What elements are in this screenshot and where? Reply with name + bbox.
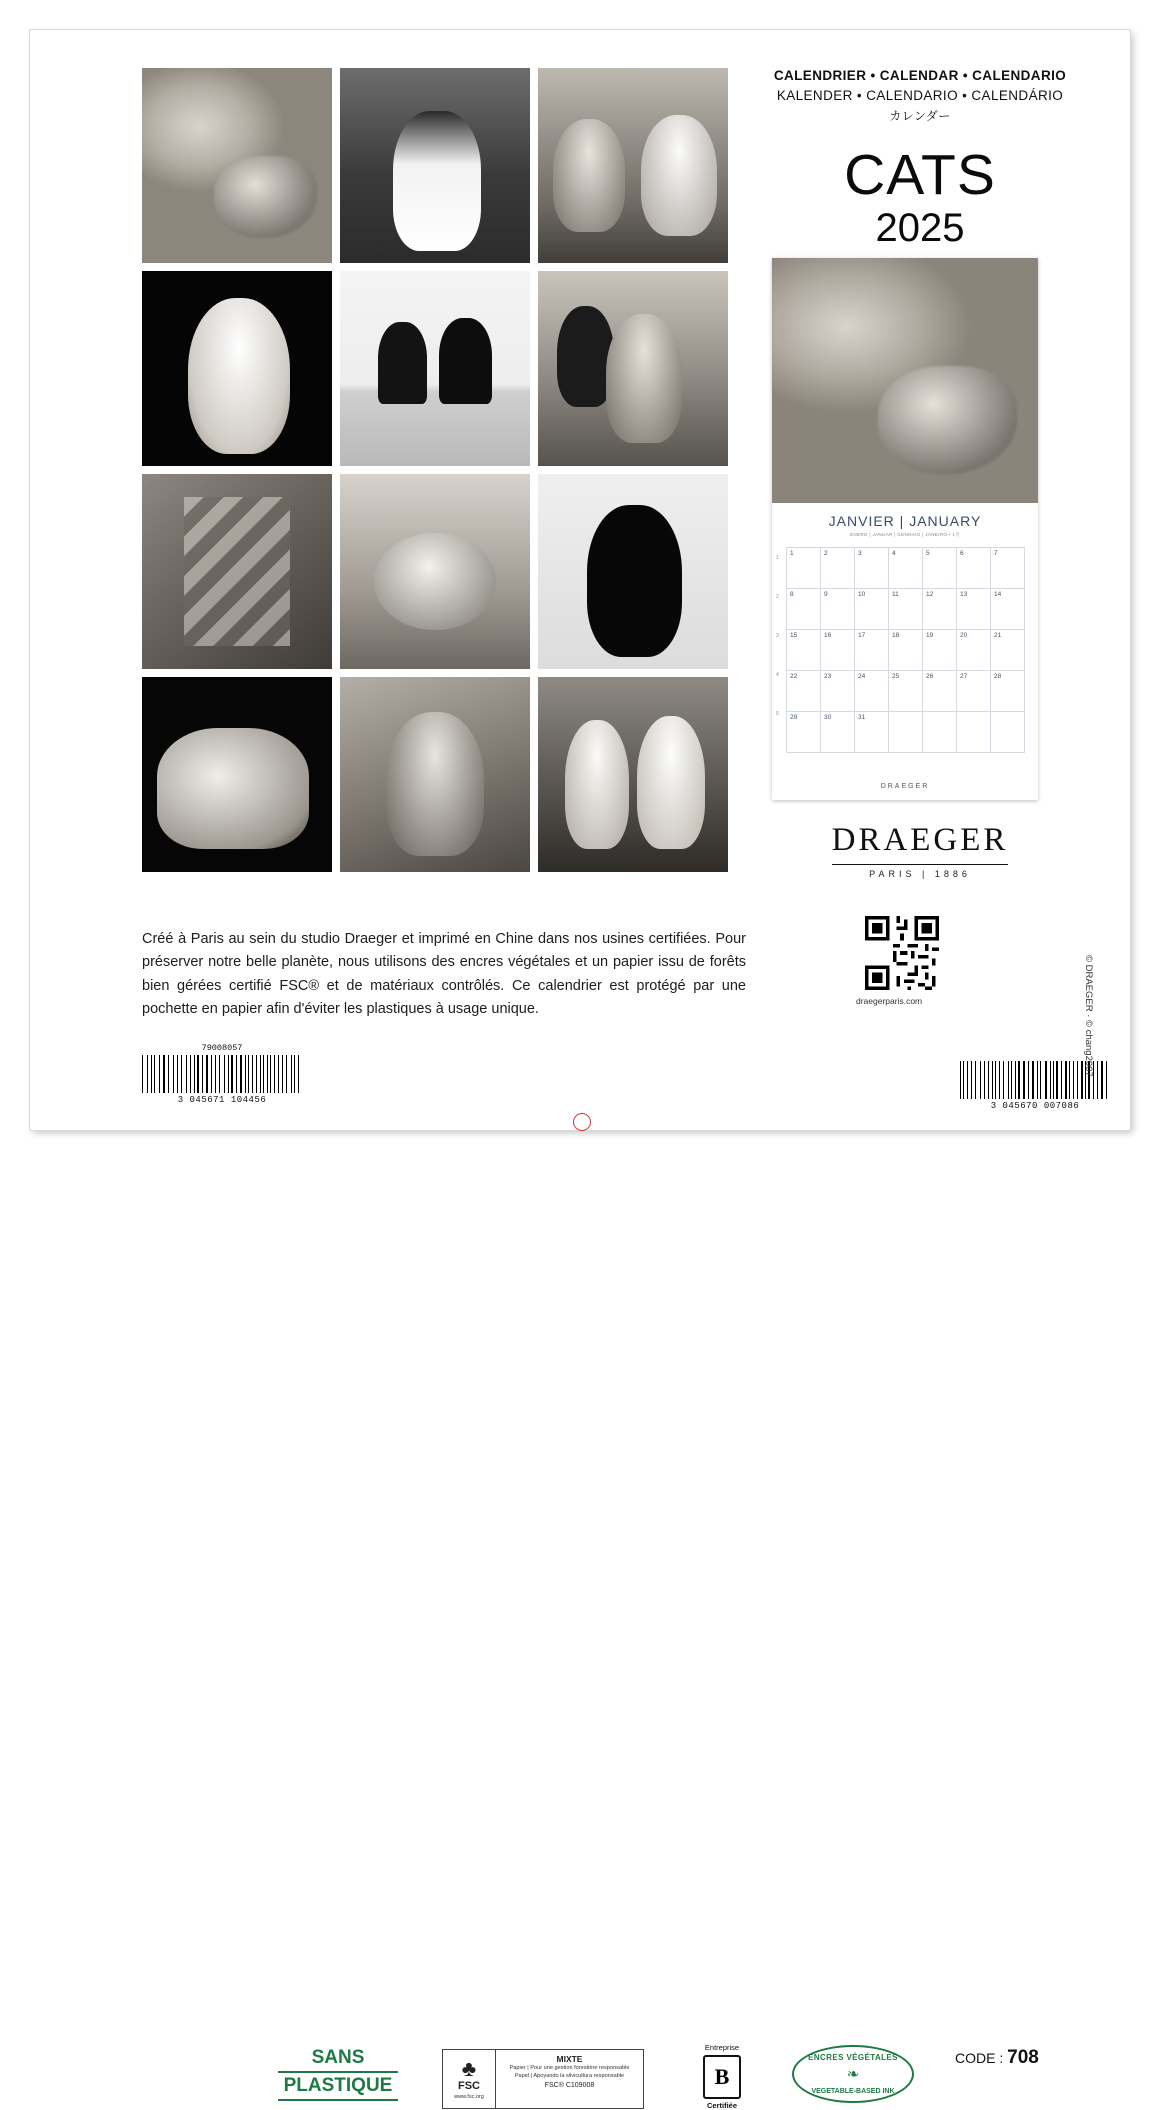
photo-kittens-cuddling-in-basket xyxy=(340,474,530,669)
bcorp-mark-icon: B xyxy=(703,2055,741,2099)
calendar-day-cell xyxy=(923,671,957,712)
leaf-icon: ❧ xyxy=(846,2066,860,2083)
calendar-day-number: 29 xyxy=(790,714,798,721)
fsc-logo-mark xyxy=(443,2050,496,2108)
language-line-3: カレンダー xyxy=(889,108,951,123)
calendar-day-cell xyxy=(889,630,923,671)
calendar-day-cell xyxy=(957,589,991,630)
ink-bottom-label: VEGETABLE-BASED INK xyxy=(811,2088,895,2095)
calendar-day-number: 19 xyxy=(926,632,934,639)
qr-code-icon xyxy=(865,916,939,990)
calendar-day-number: 7 xyxy=(994,550,998,557)
brand-divider xyxy=(832,864,1008,865)
language-line-1: CALENDRIER • CALENDAR • CALENDARIO xyxy=(773,68,1067,83)
calendar-back-cover xyxy=(30,30,1130,2110)
barcode-left-bars xyxy=(142,1055,302,1093)
calendar-day-cell xyxy=(957,548,991,589)
week-number: 5 xyxy=(776,711,779,717)
photo-two-black-cats-window xyxy=(340,271,530,466)
photo-white-kitten-portrait xyxy=(142,271,332,466)
ink-top-label: ENCRES VÉGÉTALES xyxy=(808,2053,898,2062)
calendar-day-number: 14 xyxy=(994,591,1002,598)
calendar-day-cell xyxy=(821,671,855,712)
vegetable-ink-logo xyxy=(792,2045,914,2103)
calendar-day-number: 31 xyxy=(858,714,866,721)
calendar-day-cell xyxy=(923,548,957,589)
calendar-day-cell xyxy=(923,589,957,630)
calendar-day-cell xyxy=(821,589,855,630)
eco-description-paragraph: Créé à Paris au sein du studio Draeger et imprimé en Chine dans nos usines certifiées. Pour préserver notre belle planète, nous utilisons des encres végétales et un papier issu de forêts bien gérées certifié FSC® et de matériaux contrôlés. Ce calendrier est protégé par une pochette en papier afin d'éviter les plastiques à usage unique. xyxy=(142,931,746,1018)
calendar-day-cell xyxy=(821,712,855,753)
calendar-day-cell xyxy=(855,630,889,671)
calendar-day-cell xyxy=(957,630,991,671)
barcode-left-digits: 3 045671 104456 xyxy=(177,1095,267,1105)
calendar-day-cell xyxy=(889,548,923,589)
product-code-label: CODE : xyxy=(955,2050,1004,2066)
calendar-day-cell xyxy=(991,671,1025,712)
calendar-day-number: 22 xyxy=(790,673,798,680)
language-line-2: KALENDER • CALENDARIO • CALENDÁRIO xyxy=(776,88,1064,104)
calendar-day-number: 1 xyxy=(790,550,794,557)
calendar-day-cell xyxy=(889,712,923,753)
calendar-day-cell xyxy=(991,548,1025,589)
calendar-day-cell xyxy=(957,712,991,753)
photo-kittens-on-wooden-steps xyxy=(142,474,332,669)
brand-name: DRAEGER xyxy=(831,822,1009,858)
fsc-text-block xyxy=(496,2050,643,2108)
brand-subtitle: PARIS | 1886 xyxy=(869,869,971,879)
brand-logo xyxy=(770,822,1070,879)
sans-plastique-line-2: PLASTIQUE xyxy=(278,2071,398,2101)
calendar-day-number: 8 xyxy=(790,591,794,598)
calendar-day-number: 21 xyxy=(994,632,1002,639)
calendar-footer-brand: DRAEGER xyxy=(880,783,930,790)
bcorp-bottom-label: Certifiée xyxy=(706,2101,737,2110)
calendar-day-cell xyxy=(889,589,923,630)
calendar-day-number: 6 xyxy=(960,550,964,557)
photo-two-siamese-kittens xyxy=(538,677,728,872)
calendar-day-number: 28 xyxy=(994,673,1002,680)
calendar-day-cell xyxy=(855,589,889,630)
calendar-day-number: 3 xyxy=(858,550,862,557)
photo-tabby-kitten-on-deck xyxy=(340,677,530,872)
fsc-website: www.fsc.org xyxy=(454,2094,484,2100)
calendar-day-cell xyxy=(957,671,991,712)
fsc-label: FSC xyxy=(458,2080,480,2092)
year-label: 2025 xyxy=(875,205,965,250)
calendar-day-cell xyxy=(821,630,855,671)
calendar-day-number: 26 xyxy=(926,673,934,680)
photo-two-cats-side-by-side xyxy=(538,68,728,263)
photo-black-cat-on-bed xyxy=(538,474,728,669)
calendar-day-cell xyxy=(821,548,855,589)
language-list xyxy=(770,66,1070,125)
fsc-line-fr: Papier | Pour une gestion forestière responsable xyxy=(509,2065,630,2071)
copyright-vertical: © DRAEGER · © chang2007 xyxy=(1083,955,1094,1077)
bcorp-logo xyxy=(685,2043,759,2110)
calendar-day-cell xyxy=(787,671,821,712)
photo-grid xyxy=(142,68,742,898)
calendar-day-number: 20 xyxy=(960,632,968,639)
calendar-day-number: 17 xyxy=(858,632,866,639)
calendar-day-number: 10 xyxy=(858,591,866,598)
barcode-right-digits: 3 045670 007086 xyxy=(990,1101,1080,1111)
calendar-day-number: 5 xyxy=(926,550,930,557)
calendar-day-cell xyxy=(787,589,821,630)
calendar-day-cell xyxy=(923,712,957,753)
calendar-day-number: 4 xyxy=(892,550,896,557)
calendar-day-number: 16 xyxy=(824,632,832,639)
calendar-day-cell xyxy=(991,589,1025,630)
calendar-day-number: 23 xyxy=(824,673,832,680)
calendar-day-cell xyxy=(787,712,821,753)
calendar-day-grid xyxy=(786,547,1025,753)
calendar-day-cell xyxy=(923,630,957,671)
calendar-day-number: 18 xyxy=(892,632,900,639)
barcode-left xyxy=(142,1043,302,1105)
calendar-day-cell xyxy=(991,630,1025,671)
fsc-logo xyxy=(442,2049,644,2109)
calendar-month-subtitle: ENERO | JANUAR | GENNAIO | JANEIRO • 1月 xyxy=(849,532,961,537)
calendar-day-number: 2 xyxy=(824,550,828,557)
photo-two-cats-lying-together xyxy=(142,677,332,872)
fsc-line-es: Papel | Apoyando la silvicultura responsable xyxy=(514,2073,625,2080)
product-code-value: 708 xyxy=(1007,2047,1039,2068)
calendar-day-cell xyxy=(855,712,889,753)
week-number: 2 xyxy=(776,594,779,600)
calendar-day-number: 9 xyxy=(824,591,828,598)
calendar-month-title: JANVIER | JANUARY xyxy=(828,513,982,529)
calendar-day-number: 11 xyxy=(892,591,899,598)
photo-sleeping-cat-and-kitten xyxy=(142,68,332,263)
week-number: 4 xyxy=(776,672,779,678)
cover-photo-sleeping-cat xyxy=(772,258,1038,503)
photo-black-cat-and-tabby-kitten xyxy=(538,271,728,466)
week-number: 3 xyxy=(776,633,779,639)
barcode-left-top-number: 79008057 xyxy=(201,1043,243,1053)
calendar-day-cell xyxy=(855,548,889,589)
cover-header xyxy=(770,66,1070,248)
photo-tuxedo-cat-looking-up xyxy=(340,68,530,263)
calendar-day-number: 30 xyxy=(824,714,832,721)
registration-circle-mark xyxy=(573,1113,591,1131)
page-title: CATS xyxy=(844,142,996,207)
fsc-mixte-label: MIXTE xyxy=(556,2054,583,2064)
sans-plastique-logo xyxy=(278,2047,398,2101)
tree-icon: ♣ xyxy=(461,2056,477,2081)
week-number-column xyxy=(776,555,786,717)
calendar-day-number: 25 xyxy=(892,673,900,680)
product-code xyxy=(955,2047,1039,2069)
calendar-day-number: 13 xyxy=(960,591,968,598)
calendar-day-cell xyxy=(787,630,821,671)
calendar-day-cell xyxy=(889,671,923,712)
fsc-certificate-code: FSC® C109008 xyxy=(544,2082,595,2090)
calendar-day-number: 27 xyxy=(960,673,968,680)
sans-plastique-line-1: SANS xyxy=(311,2047,365,2068)
calendar-day-number: 15 xyxy=(790,632,798,639)
cover-preview xyxy=(772,258,1038,800)
january-calendar-page xyxy=(772,503,1038,800)
calendar-day-number: 24 xyxy=(858,673,866,680)
calendar-day-number: 12 xyxy=(926,591,934,598)
calendar-day-cell xyxy=(855,671,889,712)
week-number: 1 xyxy=(776,555,779,561)
calendar-day-cell xyxy=(787,548,821,589)
qr-url-label: draegerparis.com xyxy=(856,996,923,1006)
qr-code[interactable] xyxy=(865,916,939,990)
calendar-day-cell xyxy=(991,712,1025,753)
bcorp-top-label: Entreprise xyxy=(704,2043,740,2052)
